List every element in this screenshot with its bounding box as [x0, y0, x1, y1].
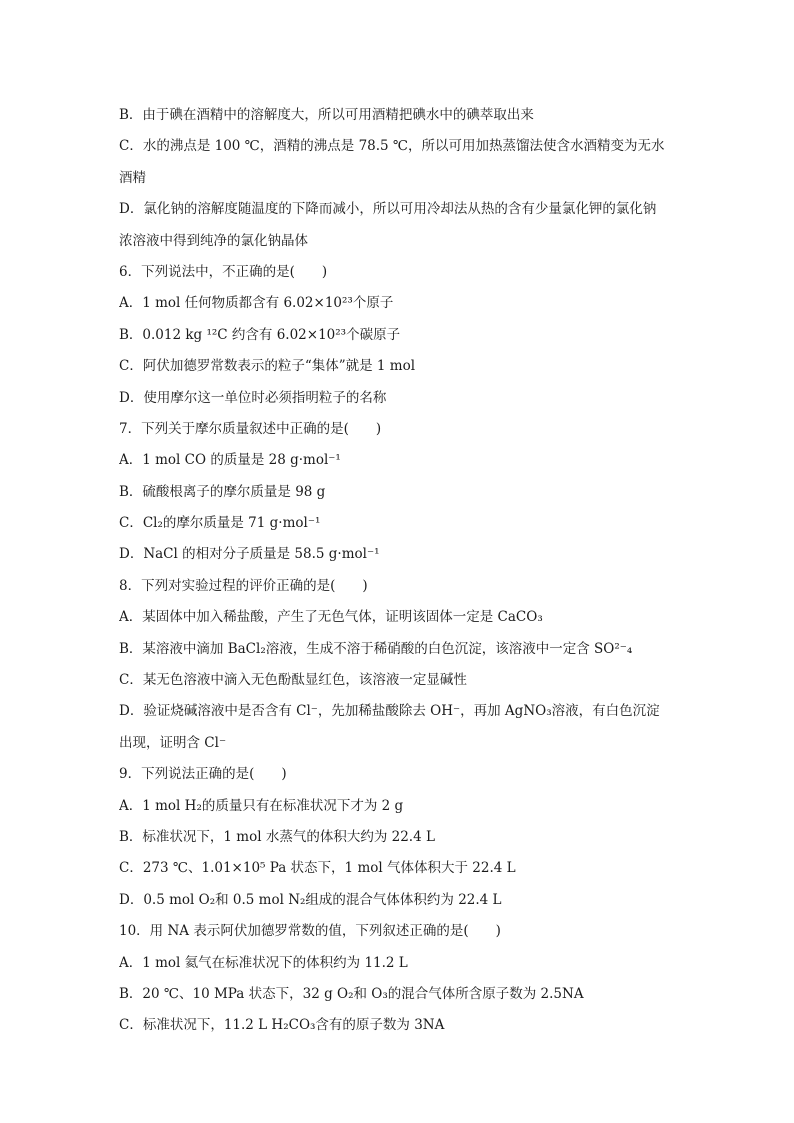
text-line: C．273 ℃、1.01×10⁵ Pa 状态下，1 mol 气体体积大于 22.4 L [119, 860, 516, 877]
question-10-stem: 10．用 NA 表示阿伏加德罗常数的值，下列叙述正确的是( ) [119, 923, 501, 940]
text-line: A．1 mol 任何物质都含有 6.02×10²³个原子 [119, 295, 394, 312]
text-line: 浓溶液中得到纯净的氯化钠晶体 [119, 232, 308, 249]
text-line: C．阿伏加德罗常数表示的粒子“集体”就是 1 mol [119, 358, 416, 375]
question-7-stem: 7．下列关于摩尔质量叙述中正确的是( ) [119, 420, 382, 437]
text-line: B．某溶液中滴加 BaCl₂溶液，生成不溶于稀硝酸的白色沉淀，该溶液中一定含 SO²⁻₄ [119, 640, 633, 657]
text-line: B．标准状况下，1 mol 水蒸气的体积大约为 22.4 L [119, 828, 435, 845]
text-line: A．1 mol H₂的质量只有在标准状况下才为 2 g [119, 797, 404, 814]
text-line: C．Cl₂的摩尔质量是 71 g·mol⁻¹ [119, 515, 321, 532]
text-line: A．1 mol CO 的质量是 28 g·mol⁻¹ [119, 452, 341, 469]
text-line: A．某固体中加入稀盐酸，产生了无色气体，证明该固体一定是 CaCO₃ [119, 609, 543, 626]
text-line: B．硫酸根离子的摩尔质量是 98 g [119, 483, 326, 500]
text-line: D．0.5 mol O₂和 0.5 mol N₂组成的混合气体体积约为 22.4 L [119, 891, 502, 908]
text-line: B．20 ℃、10 MPa 状态下，32 g O₂和 O₃的混合气体所含原子数为 2.5NA [119, 985, 584, 1002]
question-6-stem: 6．下列说法中，不正确的是( ) [119, 263, 328, 280]
text-line: B．由于碘在酒精中的溶解度大，所以可用酒精把碘水中的碘萃取出来 [119, 107, 534, 123]
text-line: C．标准状况下，11.2 L H₂CO₃含有的原子数为 3NA [119, 1017, 445, 1034]
text-line: C．某无色溶液中滴入无色酚酞显红色，该溶液一定显碱性 [119, 672, 467, 689]
text-line: 酒精 [119, 169, 146, 186]
text-line: D．NaCl 的相对分子质量是 58.5 g·mol⁻¹ [119, 546, 380, 563]
text-line: D．验证烧碱溶液中是否含有 Cl⁻，先加稀盐酸除去 OH⁻，再加 AgNO₃溶液，有白色沉淀 [119, 703, 660, 720]
question-9-stem: 9．下列说法正确的是( ) [119, 766, 287, 783]
text-line: A．1 mol 氦气在标准状况下的体积约为 11.2 L [119, 954, 408, 971]
text-line: B．0.012 kg ¹²C 约含有 6.02×10²³个碳原子 [119, 326, 401, 343]
text-line: 出现，证明含 Cl⁻ [119, 734, 227, 751]
question-text-block [119, 100, 679, 1042]
question-8-stem: 8．下列对实验过程的评价正确的是( ) [119, 577, 368, 594]
text-line: D．使用摩尔这一单位时必须指明粒子的名称 [119, 389, 387, 406]
text-line: C．水的沸点是 100 ℃，酒精的沸点是 78.5 ℃，所以可用加热蒸馏法使含水酒精变为无水 [119, 138, 665, 155]
text-line: D．氯化钠的溶解度随温度的下降而减小，所以可用冷却法从热的含有少量氯化钾的氯化钠 [119, 201, 657, 218]
